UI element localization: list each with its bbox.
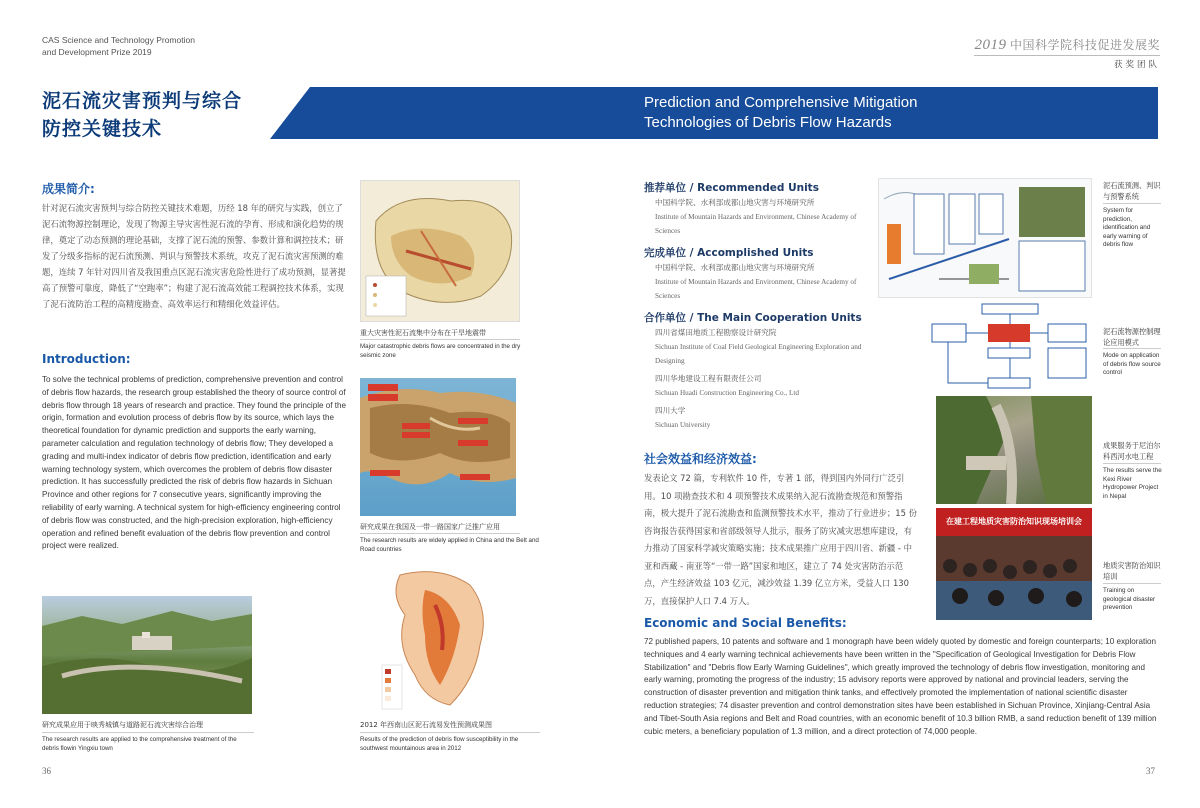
nepal-hydropower-photo <box>936 396 1092 504</box>
map-susceptibility <box>380 565 510 713</box>
yingxiu-photo-illustration <box>42 596 252 714</box>
page-number-left: 36 <box>42 766 51 776</box>
accomplished-units-heading: 完成单位 / Accomplished Units <box>644 247 814 259</box>
map-belt-road-illustration <box>360 378 516 516</box>
caption-divider <box>360 533 520 534</box>
yingxiu-caption-en: The research results are applied to the comprehensive treatment of the debris flowin Yingxiu town <box>42 736 237 752</box>
header-right-sub: 获奖团队 <box>1113 60 1160 70</box>
header-left-line2: and Development Prize 2019 <box>42 47 152 57</box>
recommended-units-list <box>655 196 875 238</box>
map-susceptibility-illustration <box>380 565 510 713</box>
caption-divider <box>360 339 520 340</box>
recommended-unit-en: Institute of Mountain Hazards and Environment, Chinese Academy of Sciences <box>655 213 857 235</box>
map1-caption-en: Major catastrophic debris flows are concentrated in the dry seismic zone <box>360 343 521 359</box>
map3-caption-cn: 2012 年西南山区泥石流易发性预测成果图 <box>360 721 493 729</box>
yingxiu-caption-cn: 研究成果应用于映秀城镇与道路泥石流灾害综合治理 <box>42 721 203 729</box>
caption-divider <box>42 732 254 733</box>
fig-r2-caption-cn: 泥石流物源控制理论应用模式 <box>1103 327 1161 347</box>
page-title-cn <box>42 87 242 143</box>
header-year: 2019 <box>974 37 1007 53</box>
header-title-text: 中国科学院科技促进发展奖 <box>1009 38 1160 52</box>
fig-r1-caption-en: System for prediction, identification and early warning of debris flow <box>1103 207 1151 249</box>
fig-r4-caption-cn: 地质灾害防治知识培训 <box>1103 561 1161 581</box>
accomplished-unit-cn: 中国科学院、水利部成都山地灾害与环境研究所 <box>655 263 815 272</box>
caption-divider <box>1103 348 1161 349</box>
map-seismic-zone <box>360 180 520 322</box>
cooperation-units-list <box>655 326 875 432</box>
map3-caption-en: Results of the prediction of debris flow susceptibility in the southwest mountainous area in 2012 <box>360 736 519 752</box>
recommended-units-heading: 推荐单位 / Recommended Units <box>644 182 819 194</box>
fig-r1-caption-cn: 泥石流预测、判识与预警系统 <box>1103 181 1161 201</box>
map2-caption-cn: 研究成果在我国及一带一路国家广泛推广应用 <box>360 523 500 531</box>
header-left <box>42 34 195 58</box>
fig-r4-caption-en: Training on geological disaster prevention <box>1103 587 1156 612</box>
recommended-unit-cn: 中国科学院、水利部成都山地灾害与环境研究所 <box>655 198 815 207</box>
source-control-mode-figure <box>930 302 1088 392</box>
fig-r3-caption-en: The results serve the Kexi River Hydropower Project in Nepal <box>1103 467 1162 500</box>
summary-text-en: To solve the technical problems of prediction, comprehensive prevention and control of debris flow hazards, the research group established the theory of source control of debris flow through 18 years of research and practice. They found the principle of the origin, formation and evolution process of debris flow by its source, which lays the theoretical foundation for dynamic prediction and supports the early warning, parameter calculation and regulation technology of debris flow; They developed a grading and multi-index indicator of debris flow prediction, identification and early warning technology system, which overcomes the problem of debris flow disaster prediction. It has successfully predicted the risk of debris flow hazards in Sichuan Province and other regions for 7 consecutive years, significantly improving the reliability of early warning. A technical system for high-efficiency engineering control of debris flow was constructed, and the high-precision exploration, high-efficiency operation and refined benefit evaluation of the debris flow prevention and control project were realized. <box>42 375 346 551</box>
fig-r2-caption-en: Mode on application of debris flow source control <box>1103 352 1161 377</box>
title-cn-line1: 泥石流灾害预判与综合 <box>42 90 243 112</box>
title-cn-line2: 防控关键技术 <box>42 118 163 140</box>
early-warning-system-figure <box>878 178 1092 298</box>
accomplished-units-list <box>655 261 875 303</box>
cooperation-unit-1-en: Sichuan Institute of Coal Field Geological Engineering Exploration and Designing <box>655 343 862 365</box>
page-title-en <box>644 93 917 133</box>
yingxiu-photo <box>42 596 252 714</box>
early-warning-illustration <box>879 179 1092 298</box>
benefits-text-cn: 发表论文 72 篇，专利软件 10 件，专著 1 部，得到国内外同行广泛引用。10 项勘查技术和 4 项预警技术成果纳入泥石流勘查规范和预警指南，极大提升了泥石流勘查和监测预警技术水平，推动了行业进步；15 份咨询报告获得国家和省部级领导人批示，服务了防灾减灾思想库建设，有力推动了国家科学减灾策略实施；技术成果推广应用于四川省、新疆 - 中亚和西藏 - 南亚等“一带一路”国家和地区，建立了 74 处灾害防治示范点，产生经济效益 103 亿元，减沙效益 1.39 亿立方米，受益人口 130 万，直接保护人口 7.4 万人。 <box>644 473 917 606</box>
header-left-line1: CAS Science and Technology Promotion <box>42 35 195 45</box>
map-seismic-illustration <box>361 181 520 322</box>
map-belt-road <box>360 378 516 516</box>
summary-heading-cn: 成果简介: <box>42 182 95 196</box>
training-banner: 在建工程地质灾害防治知识现场培训会 <box>936 508 1092 536</box>
training-crowd-illustration <box>936 536 1092 620</box>
accomplished-unit-en: Institute of Mountain Hazards and Environment, Chinese Academy of Sciences <box>655 278 857 300</box>
benefits-heading-cn: 社会效益和经济效益: <box>644 452 757 466</box>
cooperation-unit-3-cn: 四川大学 <box>655 406 686 415</box>
header-right <box>974 36 1160 70</box>
caption-divider <box>1103 203 1161 204</box>
summary-heading-en: Introduction: <box>42 352 131 366</box>
benefits-text-en: 72 published papers, 10 patents and software and 1 monograph have been widely quoted by domestic and foreign counterparts; 10 exploration techniques and 4 early warning technical achievements have been written in the "Specification of Geological Investigation for Debris Flow Stabilization" and "Debris flow Early Warning Guidelines", which greatly improved the technology of debris flow investigation, monitoring and early warning, promoting the progress of the industry; 15 advisory reports were approved by national and provincial leaders, serving the construction of disaster prevention and mitigation think tanks, and effectively promoted the implementation of national scientific disaster reduction strategies; 74 disaster prevention and control demonstration sites have been established in Sichuan Province, Xinjiang-Central Asia and Tibet-South Asia regions and Belt and Road countries, with an economic benefit of 10.3 billion RMB, a sand reduction benefit of 139 million cubic meters, a beneficiary population of 1.3 million, and a direct protection of 74,000 people. <box>644 637 1157 736</box>
map1-caption-cn: 重大灾害性泥石流集中分布在干旱地震带 <box>360 329 486 337</box>
caption-divider <box>360 732 540 733</box>
source-control-illustration <box>930 302 1088 392</box>
fig-r3-caption-cn: 成果服务于尼泊尔科西河水电工程 <box>1103 441 1161 461</box>
map2-caption-en: The research results are widely applied in China and the Belt and Road countries <box>360 537 539 553</box>
title-en-line1: Prediction and Comprehensive Mitigation <box>644 94 918 111</box>
cooperation-unit-1-cn: 四川省煤田地质工程勘察设计研究院 <box>655 328 777 337</box>
caption-divider <box>1103 463 1161 464</box>
benefits-heading-en: Economic and Social Benefits: <box>644 616 847 630</box>
caption-divider <box>1103 583 1161 584</box>
cooperation-unit-2-en: Sichuan Huadi Construction Engineering Co., Ltd <box>655 389 799 397</box>
header-right-title <box>974 36 1160 56</box>
training-photo <box>936 508 1092 620</box>
page-number-right: 37 <box>1146 766 1155 776</box>
cooperation-unit-3-en: Sichuan University <box>655 421 711 429</box>
cooperation-unit-2-cn: 四川华地建设工程有限责任公司 <box>655 374 762 383</box>
summary-text-cn: 针对泥石流灾害预判与综合防控关键技术难题，历经 18 年的研究与实践，创立了泥石流物源控制理论，发现了物源主导灾害性泥石流的孕育、形成和演化趋势的规律，奠定了动态预测的理论基础，支撑了泥石流的预警、参数计算和调控技术；研发了分级多指标的泥石流预测、判识与预警技术系统，攻克了泥石流灾害预测的难题，连续 7 年针对四川省及我国重点区泥石流灾害危险性进行了成功预测，显著提高了预警可靠度，降低了“空跑率”；构建了泥石流高效能工程调控技术体系，实现了泥石流防治工程的高精度勘查、高效率运行和精细化效益评估。 <box>42 203 346 309</box>
nepal-photo-illustration <box>936 396 1092 504</box>
cooperation-units-heading: 合作单位 / The Main Cooperation Units <box>644 312 862 324</box>
title-en-line2: Technologies of Debris Flow Hazards <box>644 114 892 131</box>
